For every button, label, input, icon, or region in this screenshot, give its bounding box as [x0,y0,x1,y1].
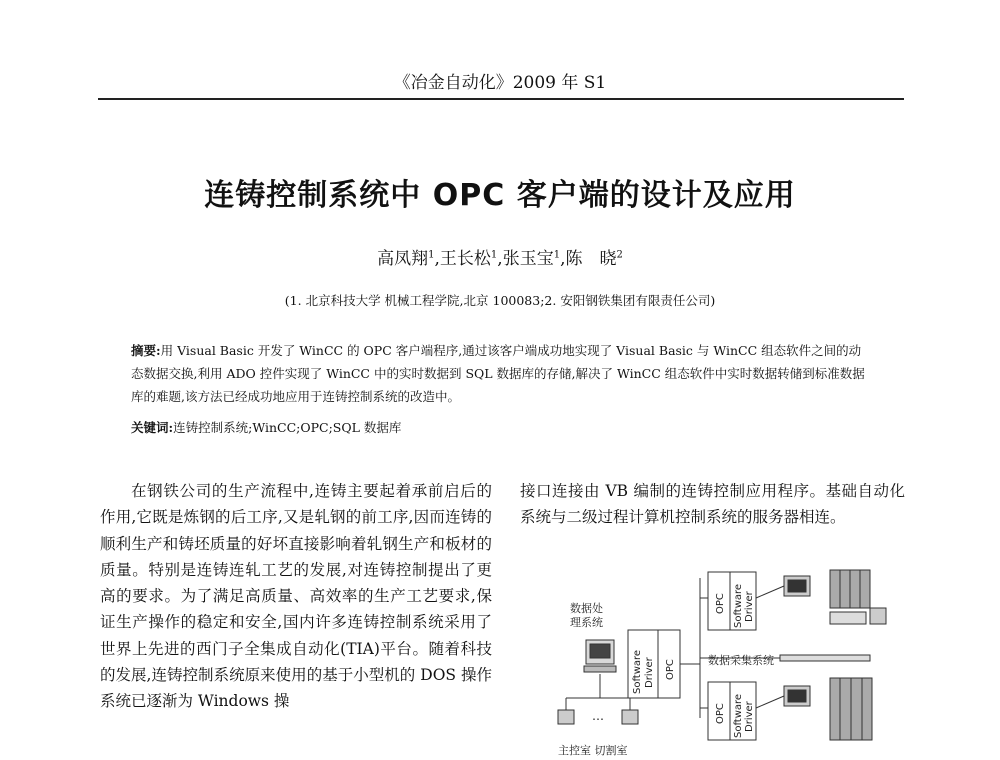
affiliation: (1. 北京科技大学 机械工程学院,北京 100083;2. 安阳钢铁集团有限责任公司) [284,293,716,308]
author-affil-mark: 1 [553,249,561,261]
body-paragraph: 接口连接由 VB 编制的连铸控制应用程序。基础自动化系统与二级过程计算机控制系统的服务器相连。 [520,482,905,527]
fig-label-driver: Driver [744,701,755,732]
abstract-text: 用 Visual Basic 开发了 WinCC 的 OPC 客户端程序,通过该客户端成功地实现了 Visual Basic 与 WinCC 组态软件之间的动态数据交换,利用 ADO 控件实现了 WinCC 中的实时数据到 SQL 数据库的存储,解决了 WinCC 组态软件中实时数据转储到标准数据库的难题,该方法已经成功地应用于连铸控制系统的改造中。 [131,343,865,404]
fig-label-data-processing-line2: 理系统 [570,616,603,629]
body-column-left [100,478,492,715]
author-affil-mark: 1 [428,249,435,261]
fig-label-control-rooms: 主控室 切割室 [558,744,628,757]
abstract [131,339,871,408]
fig-label-software: Software [733,693,744,738]
author-name: 高凤翔 [377,249,429,269]
body-paragraph: 在钢铁公司的生产流程中,连铸主要起着承前启后的作用,它既是炼钢的后工序,又是轧钢的前工序,因而连铸的顺利生产和铸坯质量的好坏直接影响着轧钢生产和板材的质量。特别是连铸连轧工艺的发展,对连铸控制提出了更高的要求。为了满足高质量、高效率的生产工艺要求,保证生产操作的稳定和安全,国内许多连铸控制系统采用了世界上先进的西门子全集成自动化(TIA)平台。随着科技的发展,连铸控制系统原来使用的基于小型机的 DOS 操作系统已逐渐为 Windows 操 [100,482,492,711]
keywords-label: 关键词: [131,420,174,435]
fig-label-software: Software [632,649,643,694]
keywords [131,418,871,436]
fig-label-driver: Driver [644,657,655,688]
keywords-text: 连铸控制系统;WinCC;OPC;SQL 数据库 [173,420,402,435]
author-name: 张玉宝 [502,249,554,269]
author-name: 王长松 [439,249,491,269]
fig-label-data-collection: 数据采集系统 [708,654,774,667]
abstract-label: 摘要: [131,343,161,358]
fig-ellipsis: … [592,709,604,723]
journal-header: 《冶金自动化》2009 年 S1 [393,73,607,93]
fig-label-opc: OPC [715,593,726,614]
client-pc-icon [622,710,638,724]
system-architecture-figure [540,558,920,758]
author-list: 高凤翔$^1$,王长松$^1$,张玉宝$^1$,陈 晓$^2$ [377,249,623,269]
fig-label-opc: OPC [665,659,676,680]
fig-label-software: Software [733,583,744,628]
paper-title: 连铸控制系统中 OPC 客户端的设计及应用 [204,178,796,213]
body-column-right [520,478,905,531]
author-affil-mark: 2 [616,249,623,261]
author-affil-mark: 1 [490,249,498,261]
client-pc-icon [558,710,574,724]
fig-label-opc: OPC [715,703,726,724]
header-rule [98,98,904,100]
fig-label-data-processing-line1: 数据处 [570,602,603,615]
author-name: 陈 晓 [565,249,617,269]
fig-label-driver: Driver [744,591,755,622]
